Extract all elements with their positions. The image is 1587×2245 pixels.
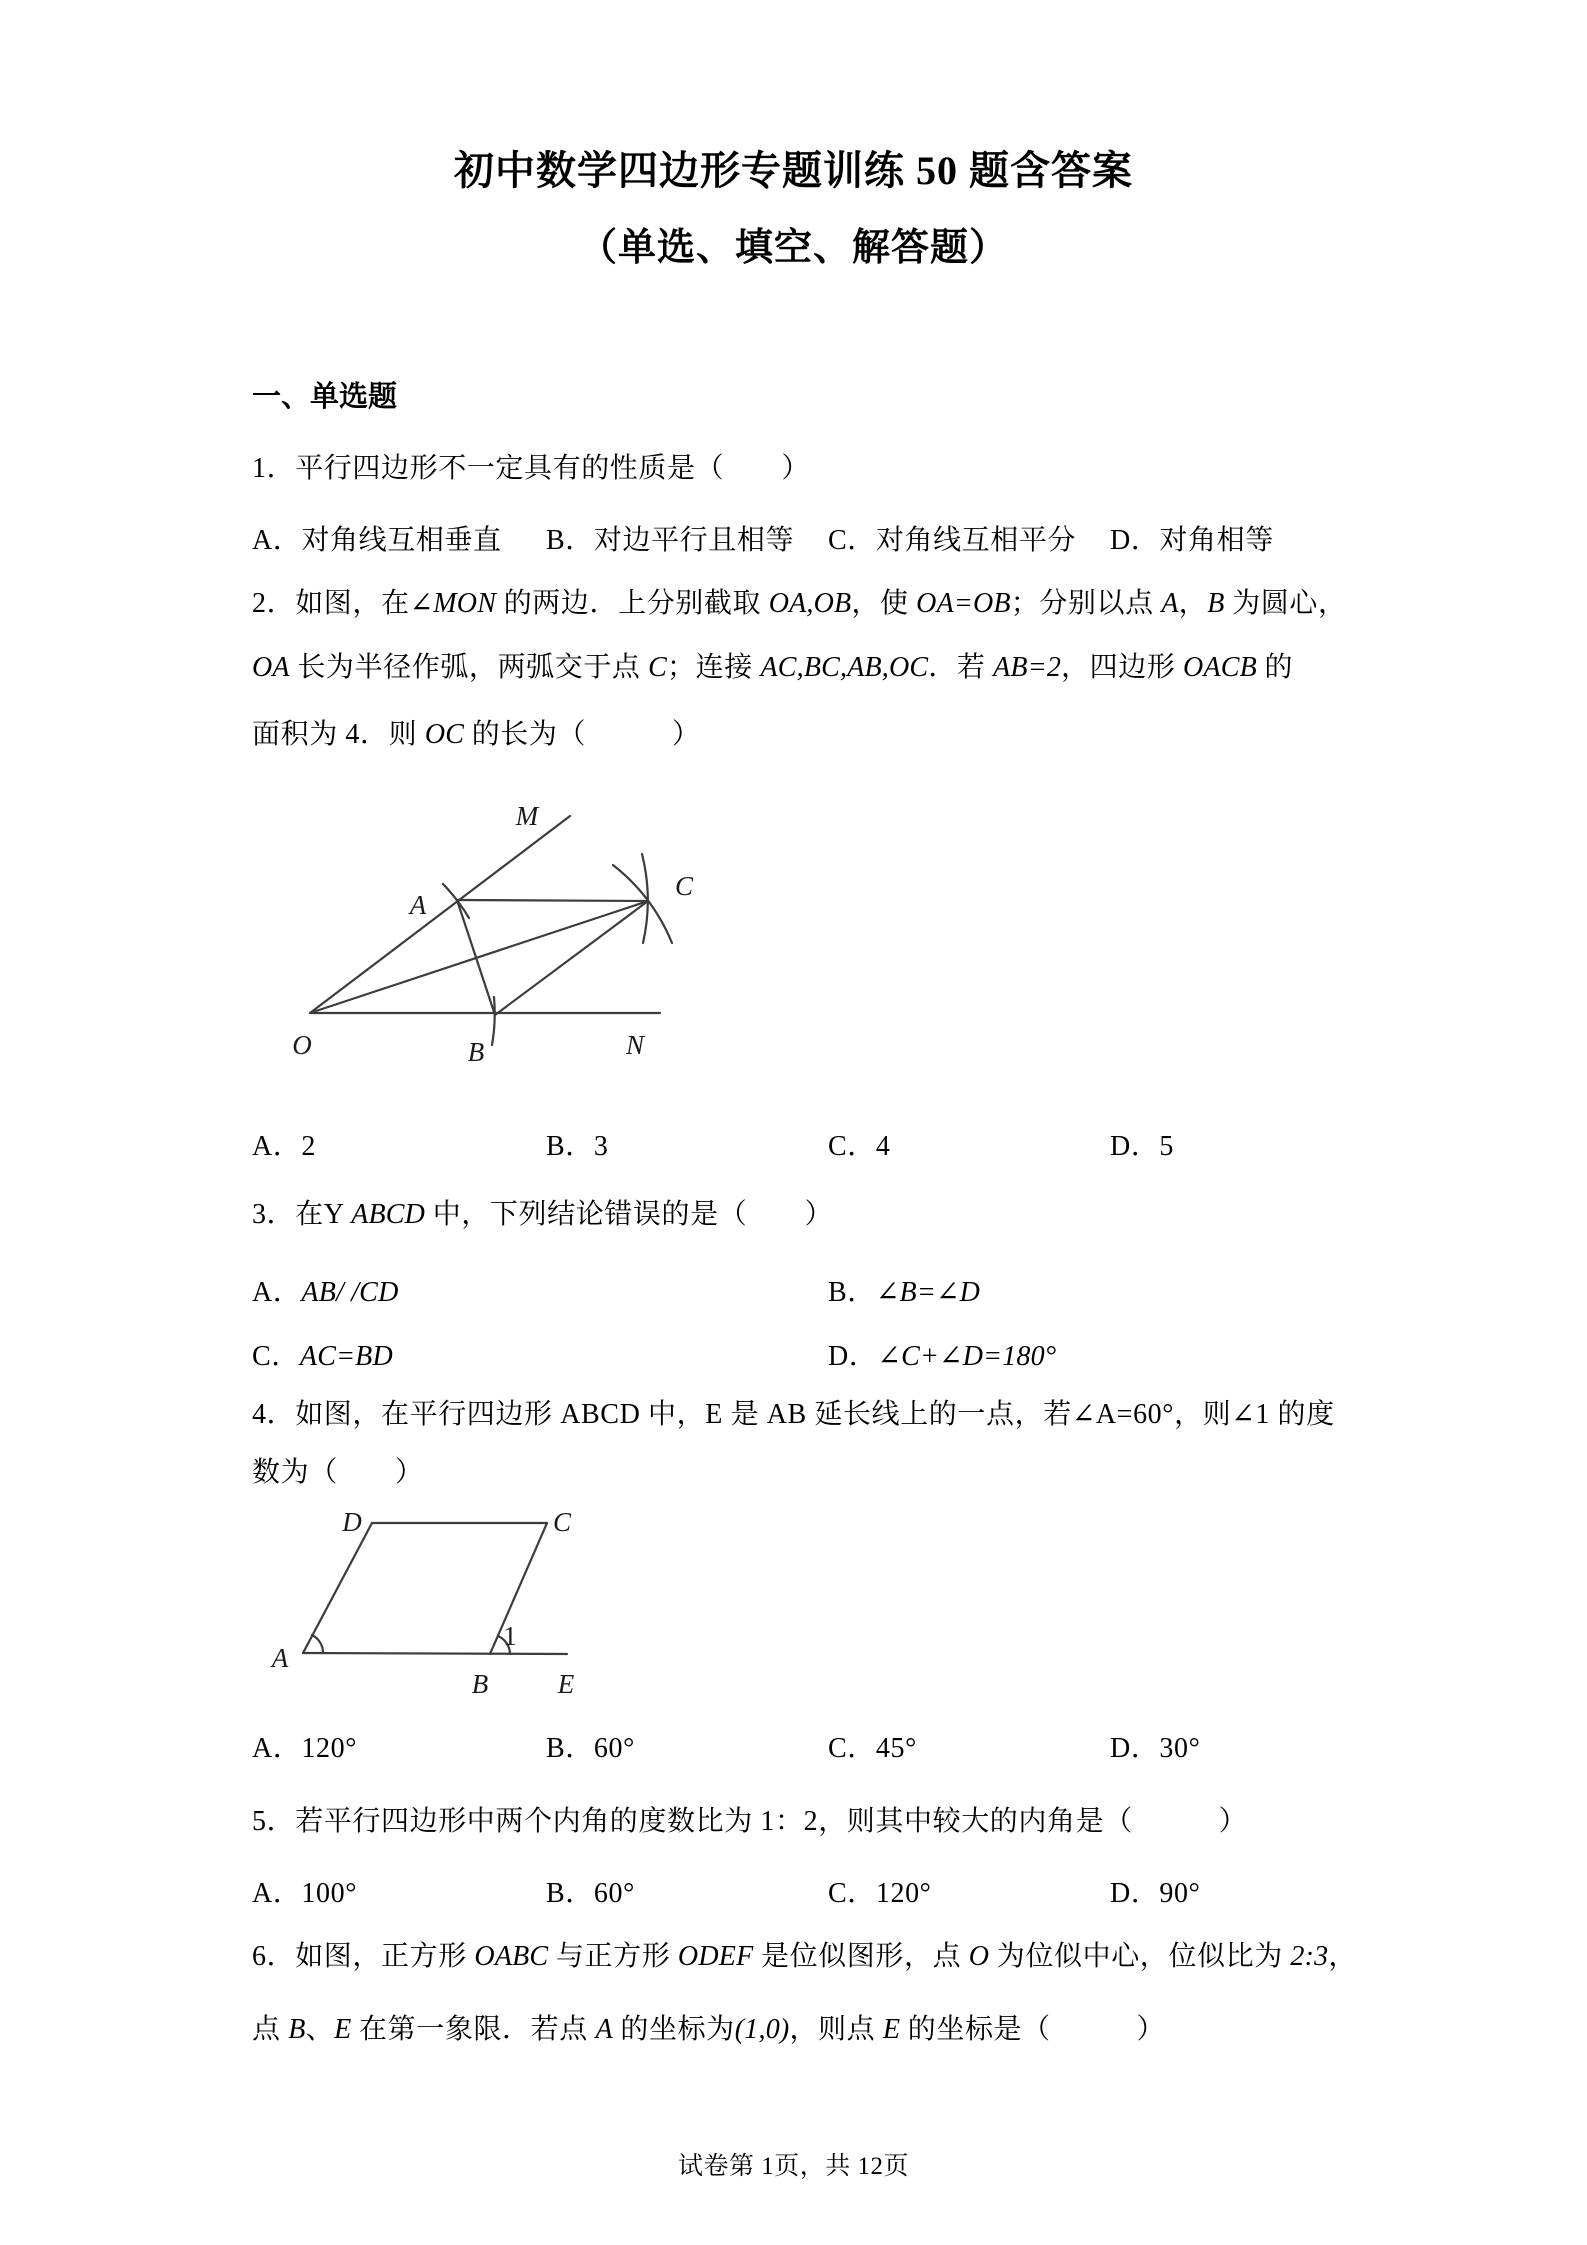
question-1-options [252,518,1372,560]
page-title: 初中数学四边形专题训练 50 题含答案 [454,148,1133,193]
q2-option-b: B．3 [546,1131,609,1162]
q4-option-b: B．60° [546,1733,635,1764]
q4-option-a: A．120° [252,1733,358,1764]
fig2-label-angle-1: 1 [503,1621,517,1651]
q3-option-b: B．∠B=∠D [828,1277,981,1308]
q1-option-a: A．对角线互相垂直 [252,525,502,556]
question-2-options [252,1124,1372,1166]
q5-option-d: D．90° [1110,1878,1201,1909]
side-CB [490,1523,547,1654]
segment-OC [310,901,648,1013]
side-AD [303,1523,372,1653]
q2-option-c: C．4 [828,1131,891,1162]
fig2-label-C: C [552,1507,572,1537]
q4-parallelogram-figure [260,1505,600,1705]
question-3-options-row-1 [252,1270,1372,1312]
section-heading: 一、单选题 [252,381,398,413]
segment-AB [457,900,495,1015]
q2-construction-figure [190,778,710,1088]
question-2-stem-line-3: 面积为 4．则 OC 的长为（ ） [252,719,701,750]
fig2-label-B: B [471,1669,489,1699]
q5-option-c: C．120° [828,1878,932,1909]
q1-option-b: B．对边平行且相等 [546,525,795,556]
angle-arc-at-A [312,1635,323,1653]
question-5-options [252,1871,1372,1913]
question-4-options [252,1726,1372,1768]
q5-option-b: B．60° [546,1878,635,1909]
question-3-stem: 3．在Y ABCD 中，下列结论错误的是（ ） [252,1199,834,1230]
question-2-stem-line-1: 2．如图，在∠MON 的两边．上分别截取 OA,OB，使 OA=OB；分别以点 A，B 为圆心， [252,588,1347,619]
fig1-label-A: A [409,890,427,920]
q1-option-c: C．对角线互相平分 [828,525,1077,556]
fig2-label-E: E [557,1669,575,1699]
segment-AC [457,900,648,901]
q4-option-d: D．30° [1110,1733,1201,1764]
question-5-stem: 5．若平行四边形中两个内角的度数比为 1：2，则其中较大的内角是（ ） [252,1806,1248,1837]
page-subtitle: （单选、填空、解答题） [578,227,1008,269]
question-1-stem: 1．平行四边形不一定具有的性质是（ ） [252,453,811,484]
line-A-to-E [303,1653,567,1654]
ray-OM [310,816,570,1013]
question-4-stem-line-1: 4．如图，在平行四边形 ABCD 中，E 是 AB 延长线上的一点，若∠A=60°，则∠1 的度 [252,1399,1335,1430]
fig1-label-B: B [467,1037,485,1067]
q3-option-c: C．AC=BD [252,1341,393,1372]
segment-BC [495,901,648,1015]
q3-option-a: A．AB/ /CD [252,1277,399,1308]
q4-option-c: C．45° [828,1733,917,1764]
question-6-stem-line-1: 6．如图，正方形 OABC 与正方形 ODEF 是位似图形，点 O 为位似中心，位似比为 2:3， [252,1941,1357,1972]
fig1-label-O: O [292,1030,312,1060]
q1-option-d: D．对角相等 [1110,525,1274,556]
q5-option-a: A．100° [252,1878,358,1909]
fig1-label-M: M [515,801,539,831]
q3-option-d: D．∠C+∠D=180° [828,1341,1057,1372]
question-2-stem-line-2: OA 长为半径作弧，两弧交于点 C；连接 AC,BC,AB,OC．若 AB=2，四边形 OACB 的 [252,652,1294,683]
fig1-label-N: N [625,1030,645,1060]
fig2-label-D: D [342,1507,362,1537]
page-footer: 试卷第 1页，共 12页 [677,2153,909,2180]
q2-option-d: D．5 [1110,1131,1175,1162]
question-6-stem-line-2: 点 B、E 在第一象限．若点 A 的坐标为(1,0)，则点 E 的坐标是（ ） [252,2014,1166,2045]
fig2-label-A: A [271,1643,289,1673]
fig1-label-C: C [674,871,694,901]
question-3-options-row-2 [252,1334,1372,1376]
question-4-stem-line-2: 数为（ ） [252,1457,424,1488]
q2-option-a: A．2 [252,1131,317,1162]
